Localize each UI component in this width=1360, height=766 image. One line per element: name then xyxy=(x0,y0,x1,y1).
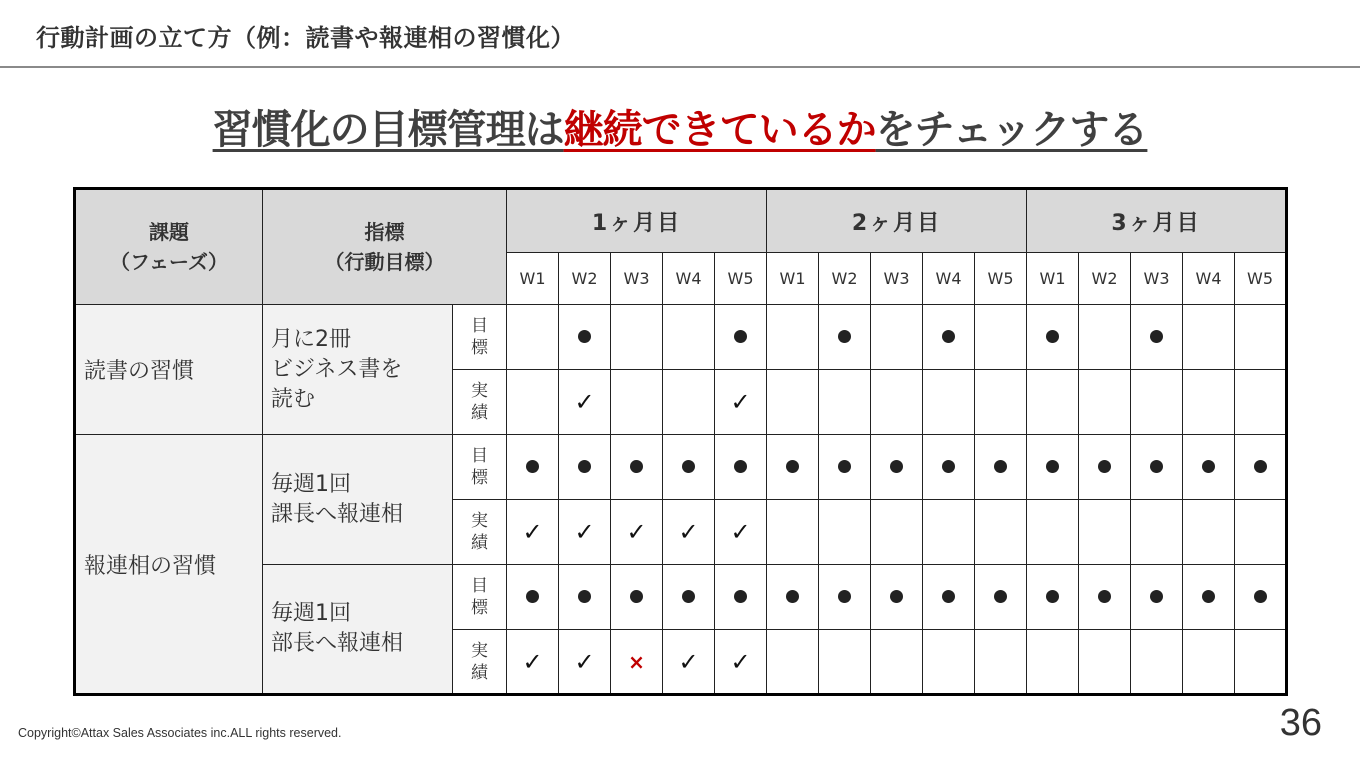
week-header-m1-w5: W5 xyxy=(715,253,767,305)
header-month-3: 3ヶ月目 xyxy=(1027,189,1287,253)
week-header-m3-w1: W1 xyxy=(1027,253,1079,305)
target-cell-w5 xyxy=(715,565,767,630)
week-header-m2-w1: W1 xyxy=(767,253,819,305)
target-dot-icon xyxy=(682,460,695,473)
check-mark-icon: ✓ xyxy=(678,518,699,546)
target-cell-w3 xyxy=(611,435,663,500)
target-cell-w15 xyxy=(1235,305,1287,370)
target-cell-w13 xyxy=(1131,565,1183,630)
check-mark-icon: ✓ xyxy=(574,388,595,416)
week-header-m2-w5: W5 xyxy=(975,253,1027,305)
main-title-part2-highlight: 継続できているか xyxy=(563,107,876,153)
indicator-line: 毎週1回 xyxy=(271,601,351,626)
table-row xyxy=(75,435,1287,500)
target-cell-w11 xyxy=(1027,565,1079,630)
actual-cell-w2 xyxy=(559,370,611,435)
target-dot-icon xyxy=(1254,590,1267,603)
target-cell-w6 xyxy=(767,305,819,370)
target-cell-w4 xyxy=(663,305,715,370)
target-cell-w9 xyxy=(923,435,975,500)
target-dot-icon xyxy=(1150,330,1163,343)
target-dot-icon xyxy=(786,460,799,473)
target-dot-icon xyxy=(1202,590,1215,603)
header-indicator-line1: 指標 xyxy=(364,220,405,244)
main-title-part3: をチェックする xyxy=(875,107,1148,153)
actual-label-cell xyxy=(453,630,507,695)
actual-cell-w11 xyxy=(1027,630,1079,695)
target-label-cell xyxy=(453,435,507,500)
actual-cell-w4 xyxy=(663,630,715,695)
actual-cell-w5 xyxy=(715,500,767,565)
target-dot-icon xyxy=(838,590,851,603)
target-cell-w8 xyxy=(871,305,923,370)
check-mark-icon: ✓ xyxy=(678,647,699,676)
target-dot-icon xyxy=(630,590,643,603)
actual-cell-w12 xyxy=(1079,370,1131,435)
target-dot-icon xyxy=(1046,460,1059,473)
actual-cell-w12 xyxy=(1079,500,1131,565)
target-dot-icon xyxy=(942,460,955,473)
actual-cell-w2 xyxy=(559,630,611,695)
actual-cell-w3 xyxy=(611,630,663,695)
indicator-cell xyxy=(263,435,453,565)
target-dot-icon xyxy=(734,460,747,473)
actual-cell-w5 xyxy=(715,630,767,695)
target-cell-w1 xyxy=(507,305,559,370)
header-indicator xyxy=(263,189,507,305)
target-cell-w6 xyxy=(767,565,819,630)
indicator-line: 毎週1回 xyxy=(271,471,351,497)
check-mark-icon: ✓ xyxy=(574,647,595,676)
actual-cell-w15 xyxy=(1235,500,1287,565)
kind-label-char: 目 xyxy=(471,576,488,596)
target-dot-icon xyxy=(682,590,695,603)
target-cell-w15 xyxy=(1235,435,1287,500)
actual-cell-w1 xyxy=(507,500,559,565)
target-cell-w5 xyxy=(715,305,767,370)
target-cell-w2 xyxy=(559,305,611,370)
actual-cell-w14 xyxy=(1183,370,1235,435)
actual-cell-w4 xyxy=(663,500,715,565)
kind-label-char: 績 xyxy=(471,662,488,683)
actual-cell-w15 xyxy=(1235,370,1287,435)
slide-main-title xyxy=(0,104,1360,156)
target-dot-icon xyxy=(1150,590,1163,603)
target-dot-icon xyxy=(578,330,591,343)
actual-cell-w4 xyxy=(663,370,715,435)
target-cell-w3 xyxy=(611,305,663,370)
actual-cell-w13 xyxy=(1131,370,1183,435)
target-cell-w12 xyxy=(1079,435,1131,500)
actual-cell-w8 xyxy=(871,370,923,435)
header-indicator-line2: （行動目標） xyxy=(324,250,445,274)
week-header-m1-w3: W3 xyxy=(611,253,663,305)
check-mark-icon: ✓ xyxy=(730,388,751,416)
target-dot-icon xyxy=(838,330,851,343)
actual-cell-w11 xyxy=(1027,370,1079,435)
target-dot-icon xyxy=(1098,460,1111,473)
header-month-2: 2ヶ月目 xyxy=(767,189,1027,253)
check-mark-icon: ✓ xyxy=(730,518,751,546)
target-cell-w8 xyxy=(871,565,923,630)
target-cell-w14 xyxy=(1183,565,1235,630)
indicator-line: 読む xyxy=(271,386,316,412)
check-mark-icon: ✓ xyxy=(730,647,751,676)
check-mark-icon: ✓ xyxy=(626,518,647,546)
header-category-line2: （フェーズ） xyxy=(110,250,228,274)
indicator-cell xyxy=(263,565,453,695)
week-header-m2-w3: W3 xyxy=(871,253,923,305)
check-mark-icon: ✓ xyxy=(522,647,543,676)
actual-cell-w10 xyxy=(975,500,1027,565)
header-category xyxy=(75,189,263,305)
target-dot-icon xyxy=(1098,590,1111,603)
target-cell-w14 xyxy=(1183,435,1235,500)
actual-cell-w8 xyxy=(871,630,923,695)
target-cell-w11 xyxy=(1027,305,1079,370)
actual-cell-w6 xyxy=(767,630,819,695)
kind-label-char: 実 xyxy=(471,511,488,531)
actual-cell-w13 xyxy=(1131,500,1183,565)
week-header-m2-w2: W2 xyxy=(819,253,871,305)
slide-header-title: 行動計画の立て方（例：読書や報連相の習慣化） xyxy=(36,24,575,52)
actual-cell-w2 xyxy=(559,500,611,565)
target-dot-icon xyxy=(994,590,1007,603)
kind-label-char: 績 xyxy=(471,533,488,553)
indicator-line: 部長へ報連相 xyxy=(271,631,404,656)
kind-label-char: 目 xyxy=(471,446,488,466)
target-dot-icon xyxy=(1046,330,1059,343)
target-cell-w4 xyxy=(663,435,715,500)
target-dot-icon xyxy=(630,460,643,473)
target-dot-icon xyxy=(526,590,539,603)
target-cell-w10 xyxy=(975,435,1027,500)
target-cell-w8 xyxy=(871,435,923,500)
week-header-m1-w1: W1 xyxy=(507,253,559,305)
actual-label-cell xyxy=(453,500,507,565)
copyright-text: Copyright©Attax Sales Associates inc.ALL rights reserved. xyxy=(18,726,342,740)
page-number: 36 xyxy=(1279,702,1322,744)
actual-cell-w9 xyxy=(923,370,975,435)
target-dot-icon xyxy=(838,460,851,473)
target-cell-w2 xyxy=(559,435,611,500)
target-dot-icon xyxy=(786,590,799,603)
kind-label-char: 標 xyxy=(471,338,488,358)
target-dot-icon xyxy=(1150,460,1163,473)
actual-cell-w8 xyxy=(871,500,923,565)
header-month-1: 1ヶ月目 xyxy=(507,189,767,253)
kind-label-char: 実 xyxy=(471,640,488,661)
actual-cell-w7 xyxy=(819,500,871,565)
actual-cell-w5 xyxy=(715,370,767,435)
actual-cell-w1 xyxy=(507,370,559,435)
actual-cell-w14 xyxy=(1183,630,1235,695)
target-dot-icon xyxy=(942,330,955,343)
actual-cell-w13 xyxy=(1131,630,1183,695)
target-dot-icon xyxy=(994,460,1007,473)
week-header-m2-w4: W4 xyxy=(923,253,975,305)
actual-cell-w6 xyxy=(767,500,819,565)
target-cell-w7 xyxy=(819,435,871,500)
actual-cell-w3 xyxy=(611,500,663,565)
main-title-part1: 習慣化の目標管理は xyxy=(212,107,564,153)
actual-cell-w11 xyxy=(1027,500,1079,565)
category-cell: 読書の習慣 xyxy=(75,305,263,435)
week-header-m1-w2: W2 xyxy=(559,253,611,305)
target-dot-icon xyxy=(734,330,747,343)
indicator-line: 月に2冊 xyxy=(271,326,351,352)
kind-label-char: 標 xyxy=(471,598,488,618)
target-cell-w14 xyxy=(1183,305,1235,370)
target-cell-w10 xyxy=(975,305,1027,370)
actual-cell-w10 xyxy=(975,370,1027,435)
target-cell-w1 xyxy=(507,565,559,630)
week-header-m3-w4: W4 xyxy=(1183,253,1235,305)
week-header-m3-w5: W5 xyxy=(1235,253,1287,305)
kind-label-char: 目 xyxy=(471,316,488,336)
target-cell-w12 xyxy=(1079,565,1131,630)
actual-cell-w9 xyxy=(923,630,975,695)
kind-label-char: 実 xyxy=(471,381,488,401)
target-cell-w3 xyxy=(611,565,663,630)
header-divider xyxy=(0,66,1360,68)
target-dot-icon xyxy=(1254,460,1267,473)
target-dot-icon xyxy=(578,460,591,473)
week-header-m3-w2: W2 xyxy=(1079,253,1131,305)
target-label-cell xyxy=(453,305,507,370)
table-row xyxy=(75,305,1287,370)
week-header-m1-w4: W4 xyxy=(663,253,715,305)
target-cell-w2 xyxy=(559,565,611,630)
actual-cell-w1 xyxy=(507,630,559,695)
indicator-cell xyxy=(263,305,453,435)
target-dot-icon xyxy=(578,590,591,603)
actual-cell-w7 xyxy=(819,630,871,695)
target-dot-icon xyxy=(942,590,955,603)
target-cell-w15 xyxy=(1235,565,1287,630)
target-cell-w9 xyxy=(923,305,975,370)
target-cell-w13 xyxy=(1131,305,1183,370)
target-cell-w11 xyxy=(1027,435,1079,500)
target-label-cell xyxy=(453,565,507,630)
actual-cell-w6 xyxy=(767,370,819,435)
target-cell-w10 xyxy=(975,565,1027,630)
actual-cell-w12 xyxy=(1079,630,1131,695)
actual-cell-w14 xyxy=(1183,500,1235,565)
target-dot-icon xyxy=(890,590,903,603)
target-cell-w6 xyxy=(767,435,819,500)
cross-mark-icon: × xyxy=(628,649,645,674)
actual-cell-w9 xyxy=(923,500,975,565)
target-cell-w9 xyxy=(923,565,975,630)
target-cell-w1 xyxy=(507,435,559,500)
indicator-line: ビジネス書を xyxy=(271,356,403,382)
actual-label-cell xyxy=(453,370,507,435)
actual-cell-w15 xyxy=(1235,630,1287,695)
habit-tracking-table xyxy=(73,187,1288,696)
week-header-m3-w3: W3 xyxy=(1131,253,1183,305)
kind-label-char: 標 xyxy=(471,468,488,488)
target-dot-icon xyxy=(1046,590,1059,603)
actual-cell-w3 xyxy=(611,370,663,435)
check-mark-icon: ✓ xyxy=(522,518,543,546)
actual-cell-w10 xyxy=(975,630,1027,695)
actual-cell-w7 xyxy=(819,370,871,435)
indicator-line: 課長へ報連相 xyxy=(271,501,404,527)
table-body xyxy=(75,305,1287,695)
category-cell: 報連相の習慣 xyxy=(75,435,263,695)
target-dot-icon xyxy=(1202,460,1215,473)
target-cell-w7 xyxy=(819,565,871,630)
target-dot-icon xyxy=(526,460,539,473)
header-category-line1: 課題 xyxy=(149,220,189,244)
check-mark-icon: ✓ xyxy=(574,518,595,546)
target-cell-w7 xyxy=(819,305,871,370)
target-cell-w5 xyxy=(715,435,767,500)
target-dot-icon xyxy=(734,590,747,603)
target-dot-icon xyxy=(890,460,903,473)
target-cell-w4 xyxy=(663,565,715,630)
kind-label-char: 績 xyxy=(471,403,488,423)
target-cell-w13 xyxy=(1131,435,1183,500)
target-cell-w12 xyxy=(1079,305,1131,370)
